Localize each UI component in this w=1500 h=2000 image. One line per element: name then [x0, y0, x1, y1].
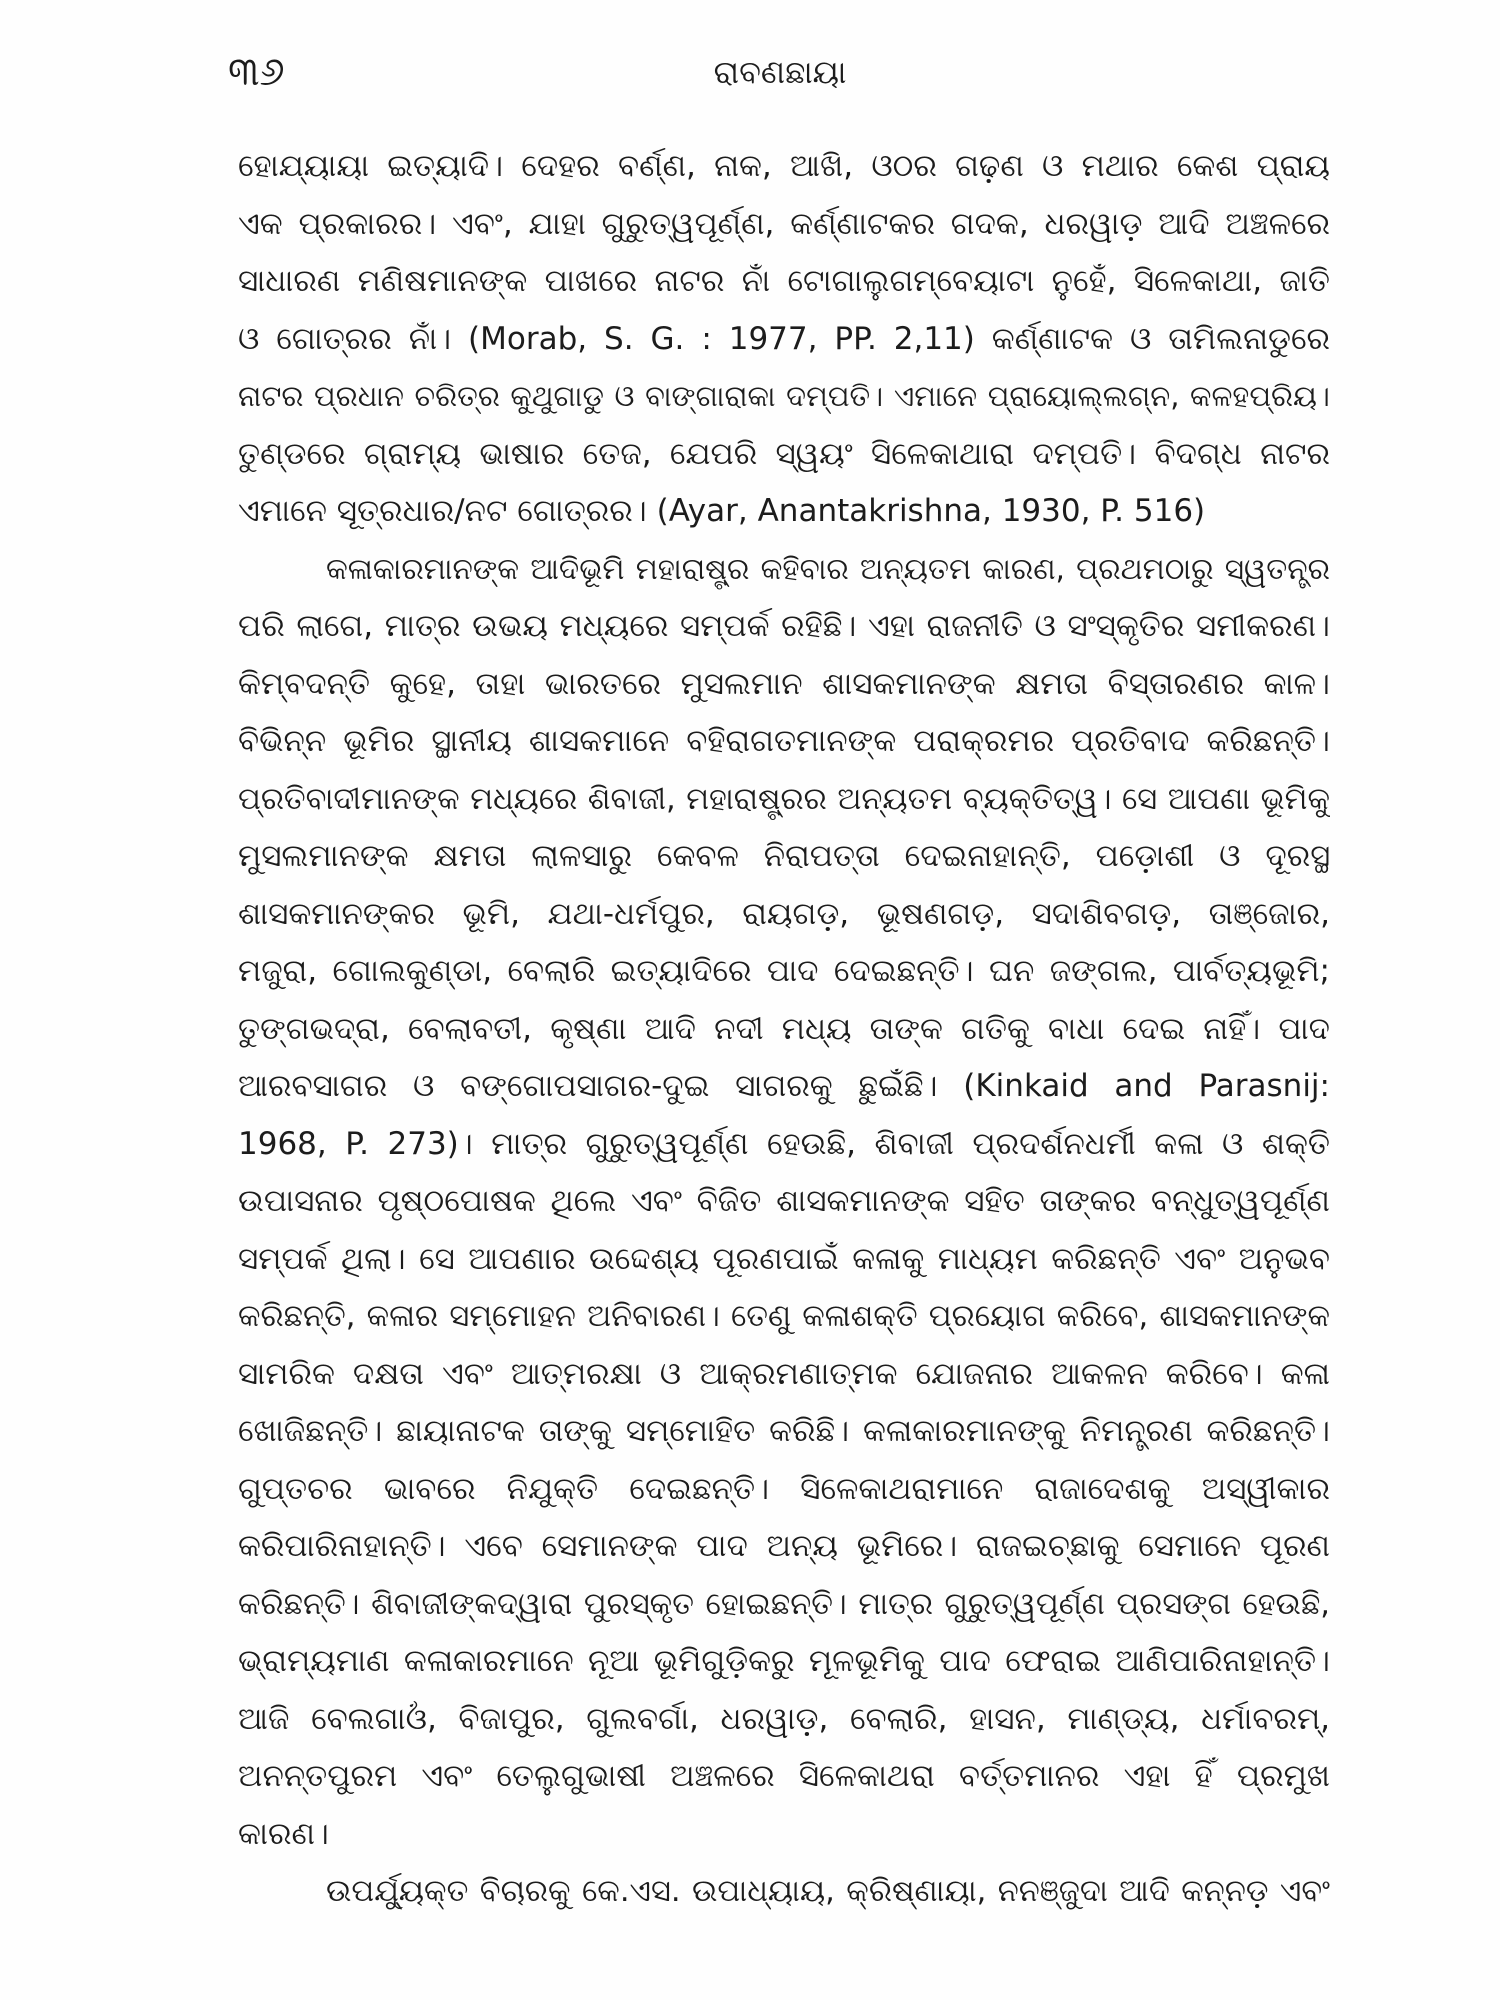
- running-title: ରାବଣଛାୟା: [713, 53, 847, 91]
- paragraph-first-line: ଉପର୍ଯ୍ୟୁକ୍ତ ବିଚାରକୁ କେ.ଏସ. ଉପାଧ୍ୟାୟ, କ୍ରିଷ୍ଣାୟା, ନନଞ୍ଜୁଦା ଆଦି କନ୍ନଡ଼ ଏବଂ: [326, 1874, 1330, 1909]
- text-line: ସମ୍ପର୍କ ଥିଲା। ସେ ଆପଣାର ଉଦ୍ଦେଶ୍ୟ ପୂରଣପାଇଁ କଳାକୁ ମାଧ୍ୟମ କରିଛନ୍ତି ଏବଂ ଅନୁଭବ: [238, 1240, 1330, 1277]
- text-line: ତୁଣ୍ଡରେ ଗ୍ରାମ୍ୟ ଭାଷାର ତେଜ, ଯେପରି ସ୍ୱୟଂ ସିଳେକାଥାରା ଦମ୍ପତି। ବିଦଗ୍ଧ ନାଟର: [238, 435, 1330, 472]
- text-line: ଭ୍ରାମ୍ୟମାଣ କଳାକାରମାନେ ନୂଆ ଭୂମିଗୁଡ଼ିକରୁ ମୂଳଭୂମିକୁ ପାଦ ଫେରାଇ ଆଣିପାରିନାହାନ୍ତି।: [238, 1643, 1330, 1679]
- text-line: ହୋଯ୍ୟାୟା ଇତ୍ୟାଦି। ଦେହର ବର୍ଣ୍ଣ, ନାକ, ଆଖି, ଓଠର ଗଢ଼ଣ ଓ ମଥାର କେଶ ପ୍ରାୟ: [238, 148, 1330, 184]
- text-line: ତୁଙ୍ଗଭଦ୍ରା, ବେଲାବତୀ, କୃଷ୍ଣା ଆଦି ନଦୀ ମଧ୍ୟ ତାଙ୍କ ଗତିକୁ ବାଧା ଦେଇ ନାହିଁ। ପାଦ: [238, 1010, 1330, 1047]
- paragraph-first-line: କଳାକାରମାନଙ୍କ ଆଦିଭୂମି ମହାରାଷ୍ଟ୍ର କହିବାର ଅନ୍ୟତମ କାରଣ, ପ୍ରଥମଠାରୁ ସ୍ୱତନ୍ତ୍ର: [326, 551, 1330, 586]
- text-line: ବିଭିନ୍ନ ଭୂମିର ସ୍ଥାନୀୟ ଶାସକମାନେ ବହିରାଗତମାନଙ୍କ ପରାକ୍ରମର ପ୍ରତିବାଦ କରିଛନ୍ତି।: [238, 723, 1330, 759]
- text-line: ମଜୁରା, ଗୋଲକୁଣ୍ଡା, ବେଲାରି ଇତ୍ୟାଦିରେ ପାଦ ଦେଇଛନ୍ତି। ଘନ ଜଙ୍ଗଲ, ପାର୍ବତ୍ୟଭୂମି;: [238, 953, 1330, 989]
- text-line: ଏମାନେ ସୂତ୍ରଧାର/ନଟ ଗୋତ୍ରର। (Ayar, Anantakrishna, 1930, P. 516): [238, 493, 1206, 529]
- text-line: ଗୁପ୍ତଚର ଭାବରେ ନିଯୁକ୍ତି ଦେଇଛନ୍ତି। ସିଳେକାଥରାମାନେ ରାଜାଦେଶକୁ ଅସ୍ୱୀକାର: [238, 1470, 1330, 1507]
- text-line: ଆରବସାଗର ଓ ବଙ୍ଗୋପସାଗର-ଦୁଇ ସାଗରକୁ ଛୁଇଁଛି। (Kinkaid and Parasnij:: [238, 1068, 1330, 1104]
- body-text: [238, 138, 1330, 1921]
- text-line: ମୁସଲମାନଙ୍କ କ୍ଷମତା ଲାଳସାରୁ କେବଳ ନିରାପତ୍ତା ଦେଇନାହାନ୍ତି, ପଡ଼ୋଶୀ ଓ ଦୂରସ୍ଥ: [238, 838, 1330, 874]
- text-line: ନାଟର ପ୍ରଧାନ ଚରିତ୍ର କୁଥୁଗାଡୁ ଓ ବାଙ୍ଗାରାକା ଦମ୍ପତି। ଏମାନେ ପ୍ରାୟୋଲ୍ଲଗ୍ନ, କଳହପ୍ରିୟ।: [238, 379, 1330, 413]
- text-line: ଅନନ୍ତପୁରମ ଏବଂ ତେଲୁଗୁଭାଷୀ ଅଞ୍ଚଳରେ ସିଳେକାଥରା ବର୍ତ୍ତମାନର ଏହା ହିଁ ପ୍ରମୁଖ: [238, 1758, 1330, 1794]
- text-line: କରିଛନ୍ତି, କଳାର ସମ୍ମୋହନ ଅନିବାରଣ। ତେଣୁ କଳାଶକ୍ତି ପ୍ରୟୋଗ କରିବେ, ଶାସକମାନଙ୍କ: [238, 1299, 1330, 1334]
- text-line: ପ୍ରତିବାଦୀମାନଙ୍କ ମଧ୍ୟରେ ଶିବାଜୀ, ମହାରାଷ୍ଟ୍ରର ଅନ୍ୟତମ ବ୍ୟକ୍ତିତ୍ୱ। ସେ ଆପଣା ଭୂମିକୁ: [238, 781, 1330, 817]
- page-number: ୩୬: [228, 49, 285, 95]
- text-line: ଆଜି ବେଲଗାଓଁ, ବିଜାପୁର, ଗୁଲବର୍ଗା, ଧରୱାଡ଼, ବେଲାରି, ହାସନ, ମାଣ୍ଡ୍ୟ, ଧର୍ମାବରମ୍,: [238, 1700, 1330, 1737]
- text-line: କରିପାରିନାହାନ୍ତି। ଏବେ ସେମାନଙ୍କ ପାଦ ଅନ୍ୟ ଭୂମିରେ। ରାଜଇଚ୍ଛାକୁ ସେମାନେ ପୂରଣ: [238, 1528, 1330, 1564]
- text-line: କିମ୍ବଦନ୍ତି କୁହେ, ତାହା ଭାରତରେ ମୁସଲମାନ ଶାସକମାନଙ୍କ କ୍ଷମତା ବିସ୍ତାରଣର କାଳ।: [238, 665, 1330, 702]
- text-line: ଖୋଜିଛନ୍ତି। ଛାୟାନାଟକ ତାଙ୍କୁ ସମ୍ମୋହିତ କରିଛି। କଳାକାରମାନଙ୍କୁ ନିମନ୍ତ୍ରଣ କରିଛନ୍ତି।: [238, 1413, 1330, 1449]
- text-line: ଉପାସନାର ପୃଷ୍ଠପୋଷକ ଥିଲେ ଏବଂ ବିଜିତ ଶାସକମାନଙ୍କ ସହିତ ତାଙ୍କର ବନ୍ଧୁତ୍ୱପୂର୍ଣ୍ଣ: [238, 1183, 1330, 1219]
- text-line: ସାମରିକ ଦକ୍ଷତା ଏବଂ ଆତ୍ମରକ୍ଷା ଓ ଆକ୍ରମଣାତ୍ମକ ଯୋଜନାର ଆକଳନ କରିବେ। କଳା: [238, 1355, 1330, 1392]
- page-header: [228, 44, 1332, 104]
- text-line: ଏକ ପ୍ରକାରର। ଏବଂ, ଯାହା ଗୁରୁତ୍ୱପୂର୍ଣ୍ଣ, କର୍ଣ୍ଣାଟକର ଗଦକ, ଧରୱାଡ଼ ଆଦି ଅଞ୍ଚଳରେ: [238, 205, 1330, 242]
- text-line: ଓ ଗୋତ୍ରର ନାଁ। (Morab, S. G. : 1977, PP. 2,11) କର୍ଣ୍ଣାଟକ ଓ ତାମିଲନାଡୁରେ: [238, 320, 1330, 357]
- text-line: କାରଣ।: [238, 1815, 329, 1852]
- text-line: ଶାସକମାନଙ୍କର ଭୂମି, ଯଥା-ଧର୍ମପୁର, ରାୟଗଡ଼, ଭୂଷଣଗଡ଼, ସଦାଶିବଗଡ଼, ତାଞ୍ଜୋର,: [238, 895, 1330, 932]
- text-line: ପରି ଲାଗେ, ମାତ୍ର ଉଭୟ ମଧ୍ୟରେ ସମ୍ପର୍କ ରହିଛି। ଏହା ରାଜନୀତି ଓ ସଂସ୍କୃତିର ସମୀକରଣ।: [238, 608, 1330, 644]
- text-line: ସାଧାରଣ ମଣିଷମାନଙ୍କ ପାଖରେ ନାଟର ନାଁ ଟୋଗାଲୁଗମ୍ବେୟାଟା ନୁହେଁ, ସିଳେକାଥା, ଜାତି: [238, 263, 1330, 299]
- text-line: 1968, P. 273)। ମାତ୍ର ଗୁରୁତ୍ୱପୂର୍ଣ୍ଣ ହେଉଛି, ଶିବାଜୀ ପ୍ରଦର୍ଶନଧର୍ମୀ କଳା ଓ ଶକ୍ତି: [238, 1125, 1330, 1162]
- text-line: କରିଛନ୍ତି। ଶିବାଜୀଙ୍କଦ୍ୱାରା ପୁରସ୍କୃତ ହୋଇଛନ୍ତି। ମାତ୍ର ଗୁରୁତ୍ୱପୂର୍ଣ୍ଣ ପ୍ରସଙ୍ଗ ହେଉଛି,: [238, 1586, 1330, 1622]
